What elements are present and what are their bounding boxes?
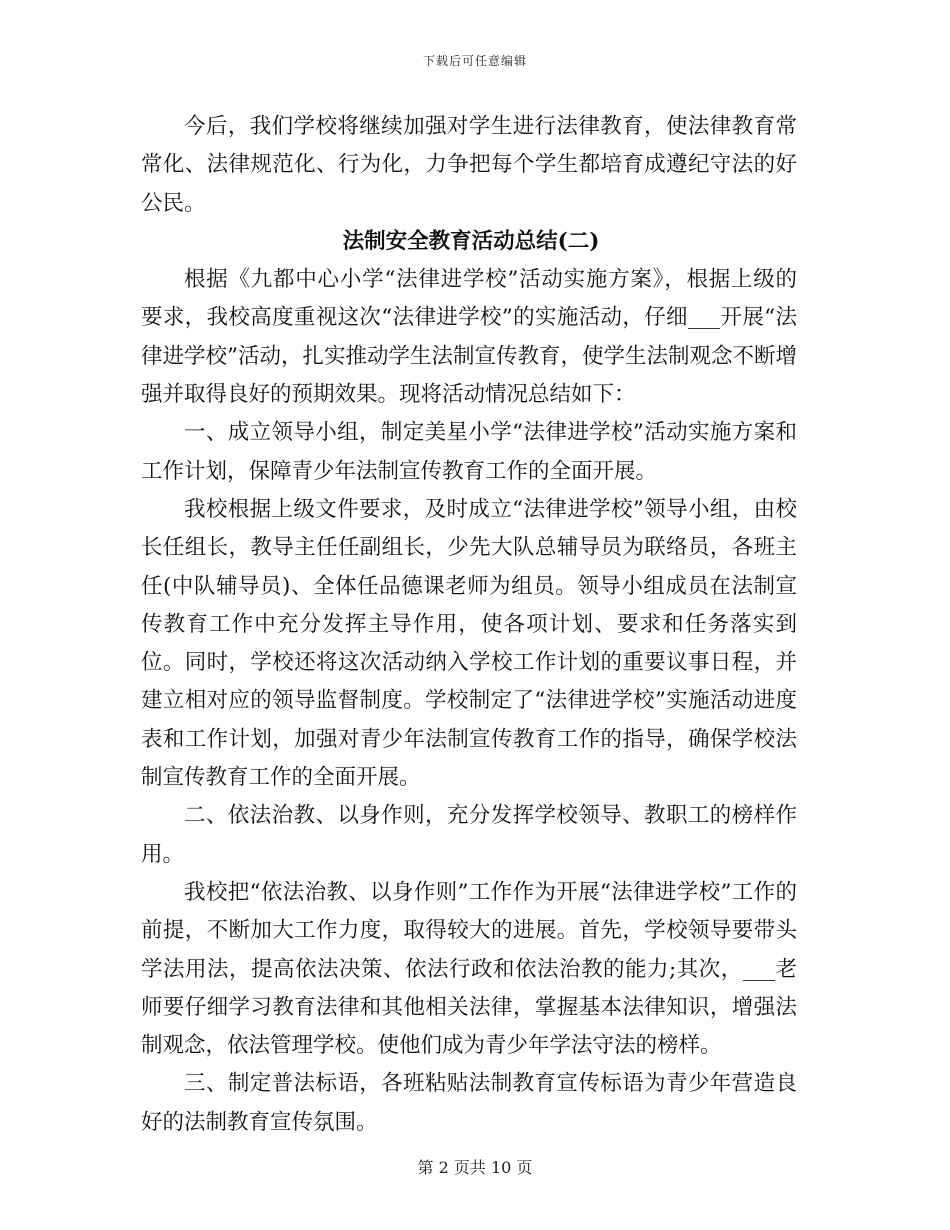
paragraph-heading-3: 三、制定普法标语，各班粘贴法制教育宣传标语为青少年营造良好的法制教育宣传氛围。 <box>141 1071 797 1135</box>
page-indicator: 第 2 页共 10 页 <box>417 1158 533 1177</box>
paragraph-heading-1: 一、成立领导小组，制定美星小学“法律进学校”活动实施方案和工作计划，保障青少年法制宣传教育工作的全面开展。 <box>141 420 797 484</box>
intro-paragraph: 今后，我们学校将继续加强对学生进行法律教育，使法律教育常常化、法律规范化、行为化，力争把每个学生都培育成遵纪守法的好公民。 <box>141 114 797 216</box>
document-body <box>141 108 797 1142</box>
header-note: 下载后可任意编辑 <box>422 54 527 68</box>
paragraph-leadership: 我校根据上级文件要求，及时成立“法律进学校”领导小组，由校长任组长，教导主任任副组长，少先大队总辅导员为联络员，各班主任(中队辅导员)、全体任品德课老师为组员。领导小组成员在法制宣传教育工作中充分发挥主导作用，使各项计划、要求和任务落实到位。同时，学校还将这次活动纳入学校工作计划的重要议事日程，并建立相对应的领导监督制度。学校制定了“法律进学校”实施活动进度表和工作计划，加强对青少年法制宣传教育工作的指导，确保学校法制宣传教育工作的全面开展。 <box>141 496 797 791</box>
section-title: 法制安全教育活动总结(二) <box>342 228 600 254</box>
paragraph-role-model: 我校把“依法治教、以身作则”工作作为开展“法律进学校”工作的前提，不断加大工作力度，取得较大的进展。首先，学校领导要带头学法用法，提高依法决策、依法行政和依法治教的能力;其次，___老师要仔细学习教育法律和其他相关法律，掌握基本法律知识，增强法制观念，依法管理学校。使他们成为青少年学法守法的榜样。 <box>141 879 797 1059</box>
paragraph-basis: 根据《九都中心小学“法律进学校”活动实施方案》，根据上级的要求，我校高度重视这次“法律进学校”的实施活动，仔细___开展“法律进学校”活动，扎实推动学生法制宣传教育，使学生法制观念不断增强并取得良好的预期效果。现将活动情况总结如下： <box>141 267 797 408</box>
paragraph-heading-2: 二、依法治教、以身作则，充分发挥学校领导、教职工的榜样作用。 <box>141 803 797 867</box>
